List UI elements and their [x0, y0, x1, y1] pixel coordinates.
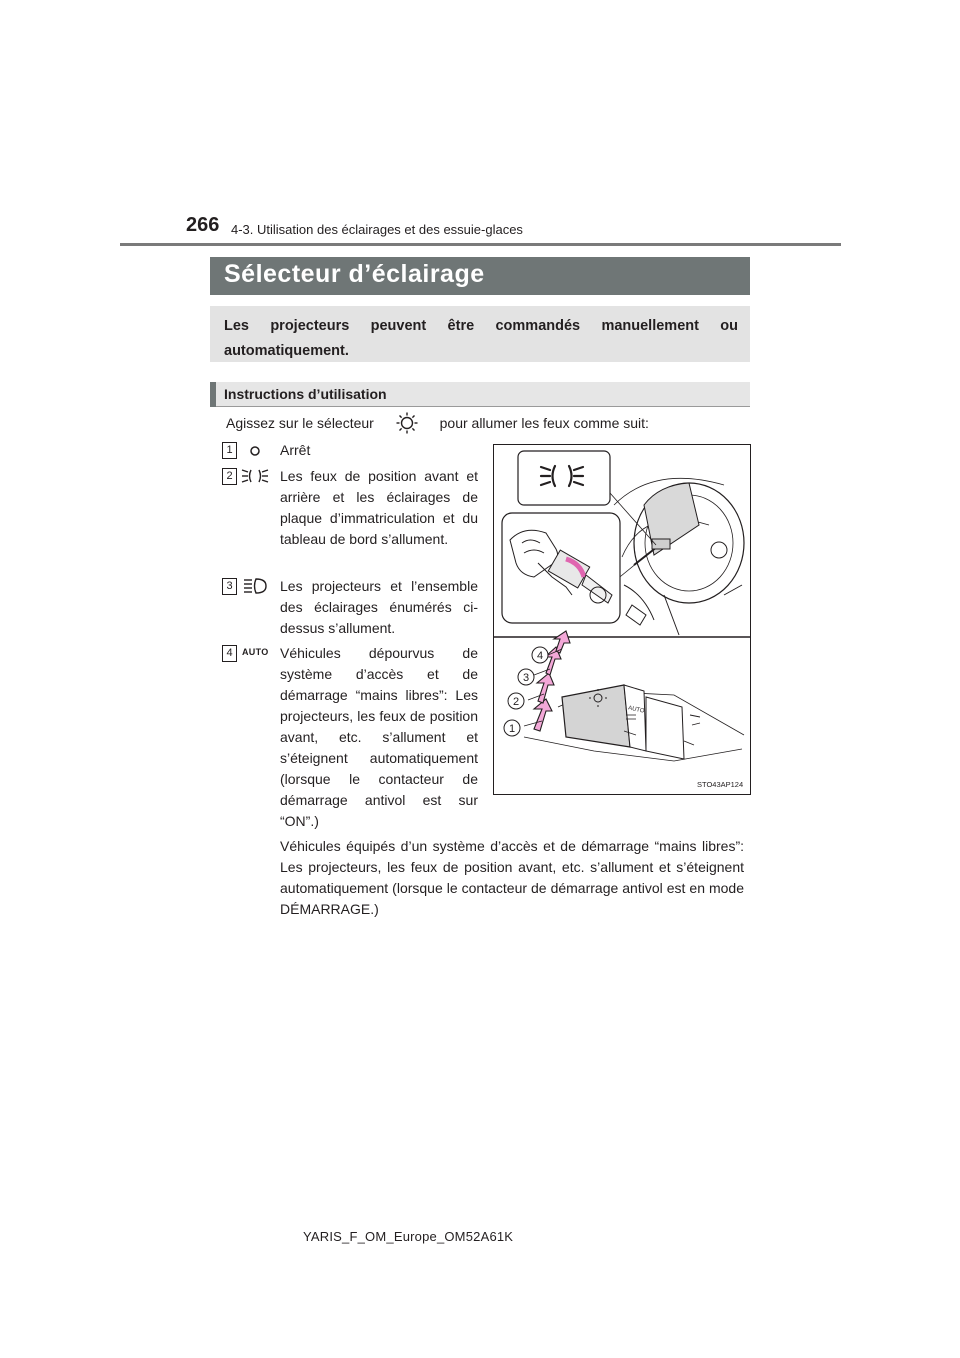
- figure-switch-auto: AUTO: [627, 705, 645, 715]
- footer-document-id: YARIS_F_OM_Europe_OM52A61K: [303, 1229, 514, 1244]
- last-paragraph: Véhicules équipés d’un système d’accès et de démarrage “mains libres”: Les projecteurs, les feux de position avant, etc. s’allument et s’éteignent automatiquement (lorsque le contacteur de démarrage antivol est en mode DÉMARRAGE.): [280, 838, 744, 917]
- breadcrumb: 4-3. Utilisation des éclairages et des essuie-glaces: [231, 222, 523, 237]
- subsection-accent: [210, 382, 216, 407]
- item-2-text: Les feux de position avant et arrière et les éclairages de plaque d’immatriculation et du tableau de bord s’allument.: [280, 468, 478, 547]
- instruction-line: [226, 415, 649, 431]
- item-1-number: 1: [222, 442, 237, 459]
- item-1-text: Arrêt: [280, 442, 311, 458]
- item-2-number: 2: [222, 468, 237, 485]
- section-title: Sélecteur d’éclairage: [224, 260, 485, 288]
- figure-callout-4: 4: [536, 650, 544, 662]
- page-number: 266: [186, 214, 220, 236]
- instruction-before: Agissez sur le sélecteur: [226, 415, 374, 431]
- hand-callout: [502, 513, 620, 623]
- header-divider: [120, 243, 841, 246]
- intro-text: Les projecteurs peuvent être commandés manuellement ou automatiquement.: [224, 318, 738, 359]
- headlight-icon: [243, 577, 267, 600]
- stalk-illustration: [524, 685, 744, 761]
- dashboard-illustration: [610, 478, 744, 635]
- item-4-text: Véhicules dépourvus de système d’accès et de démarrage “mains libres”: Les projecteurs, les feux de position avant, etc. s’allument et s’éteignent automatiquement (lorsque le contacteur de démarrage antivol est sur “ON”.): [280, 645, 478, 829]
- figure-callout-3: 3: [522, 672, 530, 684]
- figure-callout-2: 2: [512, 696, 520, 708]
- item-3-number: 3: [222, 578, 237, 595]
- item-3-text: Les projecteurs et l’ensemble des éclairages énumérés ci-dessus s’allument.: [280, 578, 478, 636]
- item-4-number: 4: [222, 645, 237, 662]
- figure-callout-1: 1: [508, 723, 516, 735]
- auto-icon: AUTO: [242, 647, 269, 657]
- instruction-after: pour allumer les feux comme suit:: [439, 415, 649, 431]
- figure-code: STO43AP124: [697, 780, 744, 789]
- figure-illustration: [494, 445, 750, 794]
- light-switch-icon: [378, 417, 436, 431]
- light-switch-figure: [493, 444, 751, 795]
- off-circle-icon: [249, 444, 261, 462]
- subsection-title: Instructions d’utilisation: [224, 386, 387, 402]
- indicator-callout: [518, 451, 610, 505]
- parking-lights-icon: [241, 467, 269, 490]
